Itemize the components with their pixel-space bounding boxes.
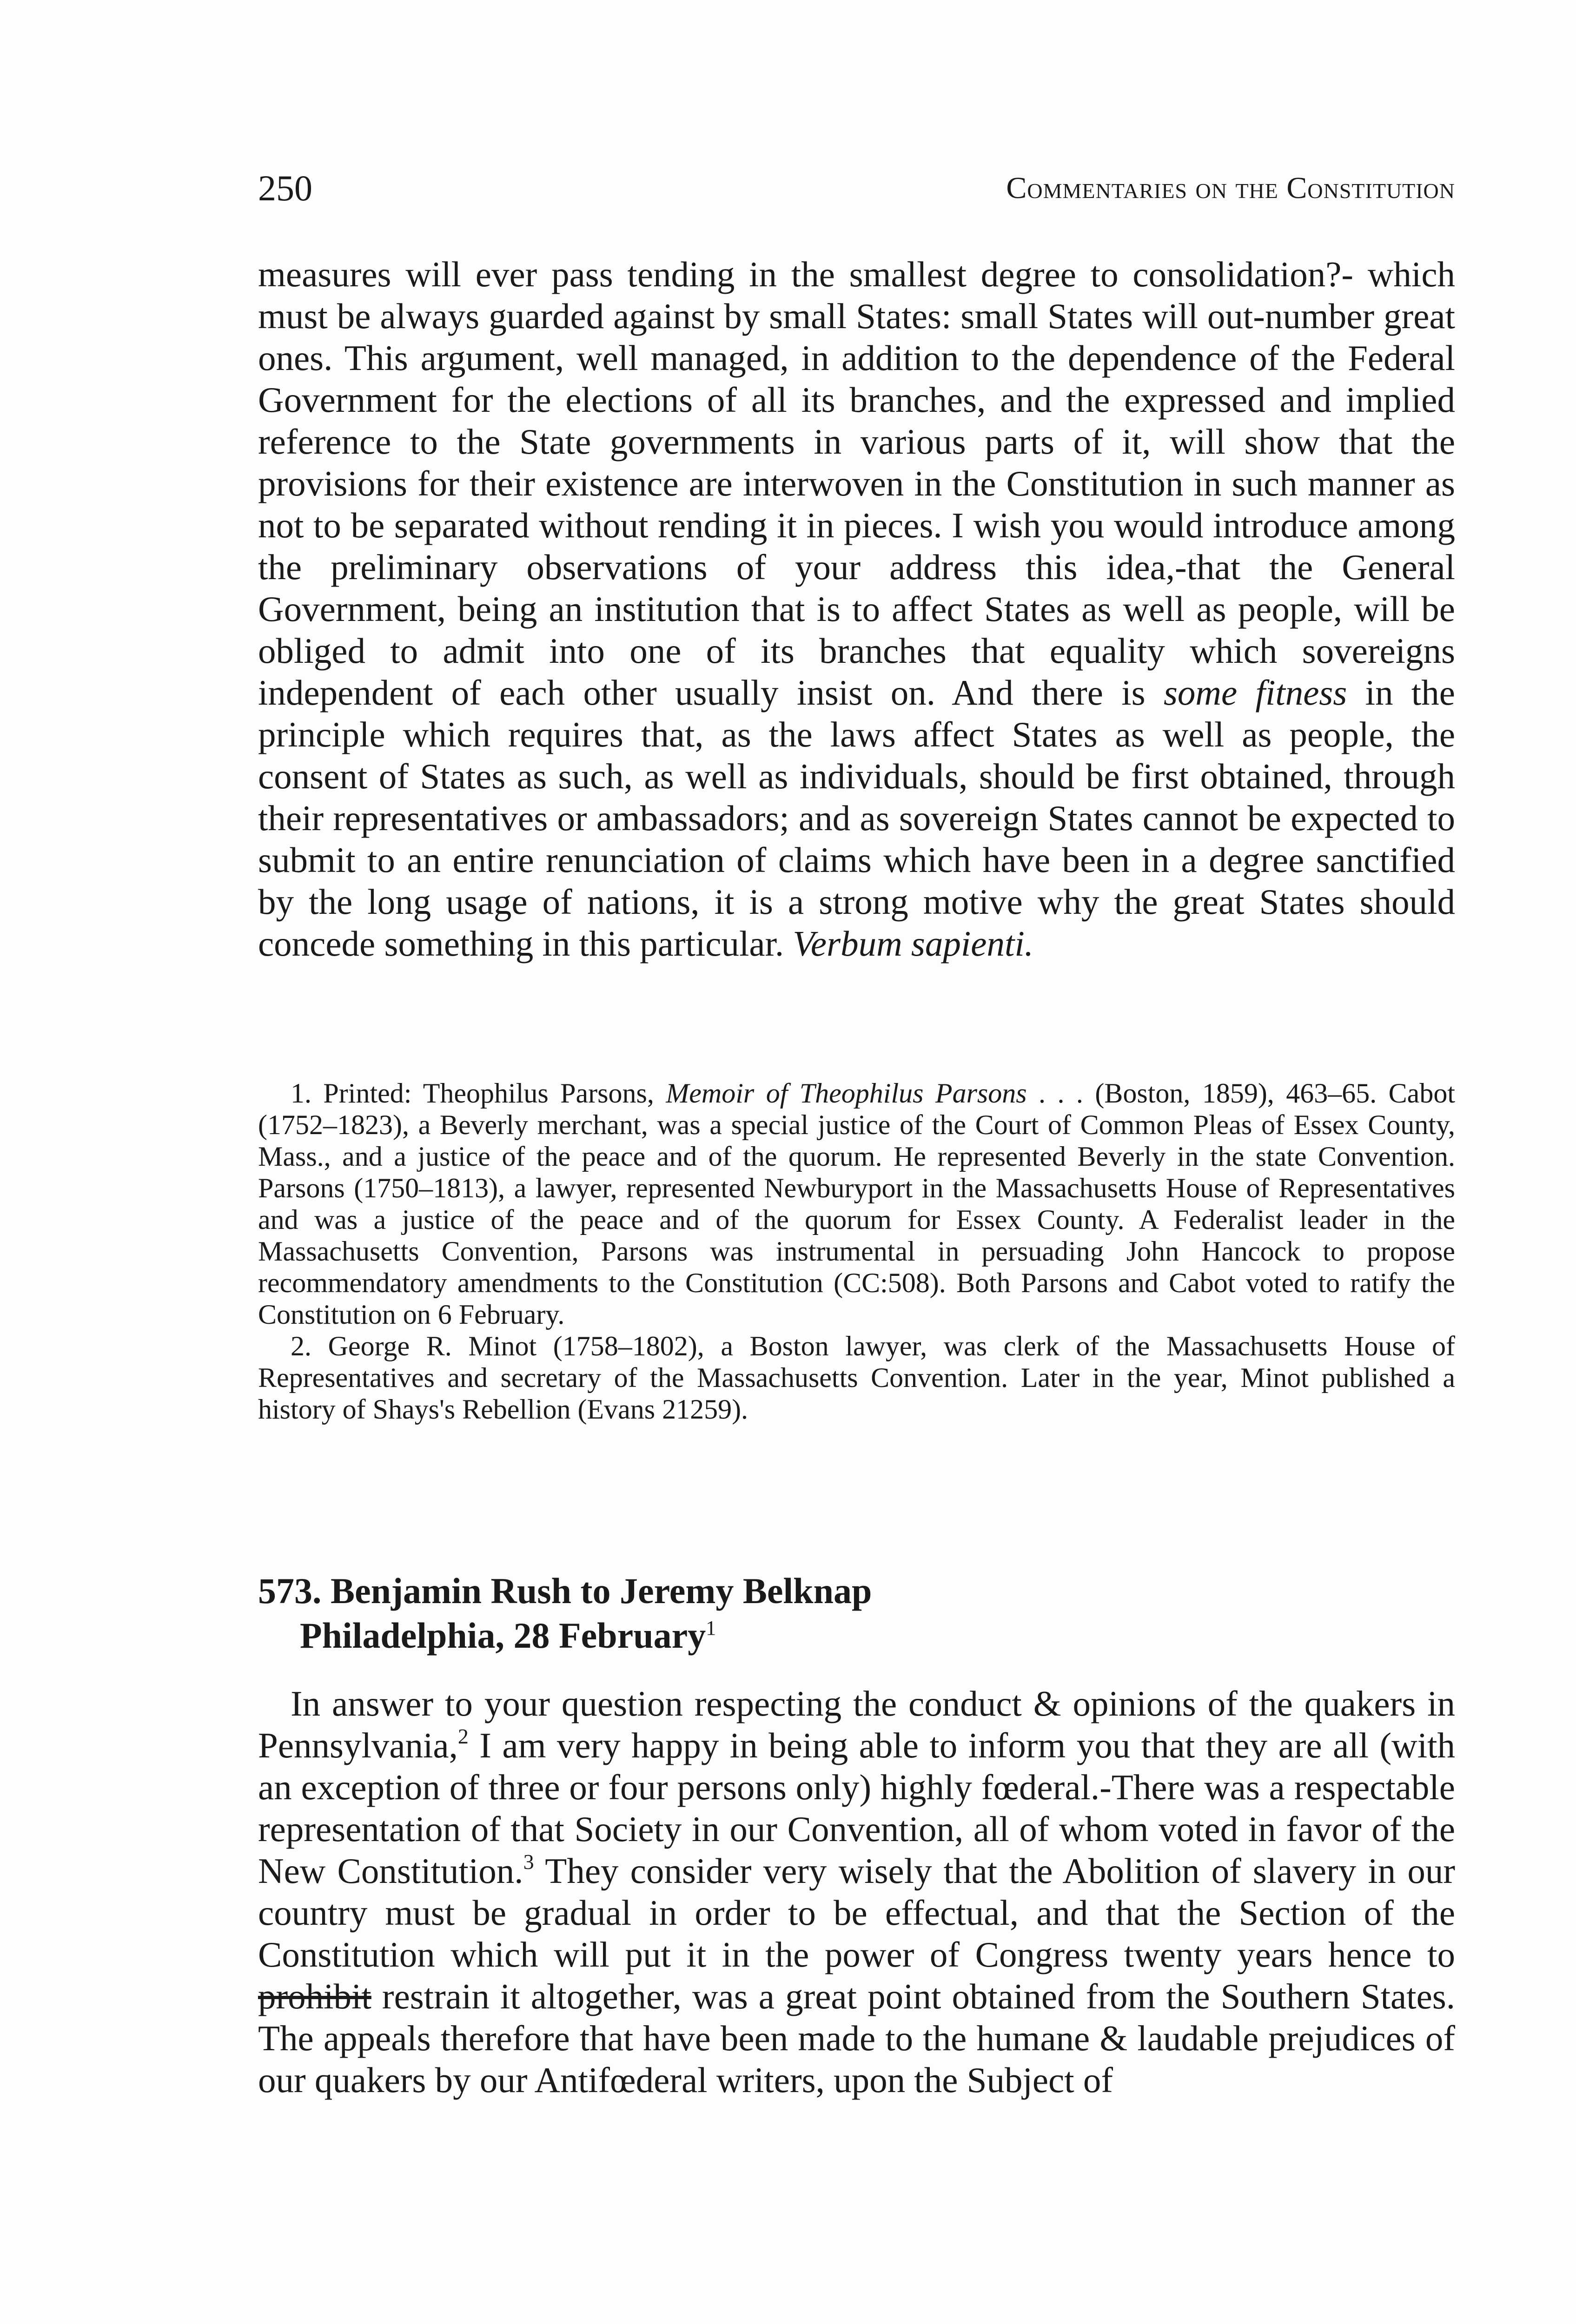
text-run: measures will ever pass tending in the smallest degree to consolidation?- which must be always guarded against by small States: small States will out-number great ones. This argument, well managed, in addition to the dependence of the Federal Government for the elections of all its branches, and the expressed and implied reference to the State governments in various parts of it, will show that the provisions for their existence are interwoven in the Constitution in such manner as not to be separated without rending it in pieces. I wish you would introduce among the preliminary observations of your address this idea,-that the General Government, being an institution that is to affect States as well as people, will be obliged to admit into one of its branches that equality which sovereigns independent of each other usually insist on. And there is [258, 254, 1455, 713]
paragraph [258, 253, 1455, 964]
text-run: . . . (Boston, 1859), 463–65. Cabot (1752–1823), a Beverly merchant, was a special justice of the Court of Common Pleas of Essex County, Mass., and a justice of the peace and of the quorum. He represented Beverly in the state Convention. Parsons (1750–1813), a lawyer, represented Newburyport in the Massachusetts House of Representatives and was a justice of the peace and of the quorum for Essex County. A Federalist leader in the Massachusetts Convention, Parsons was instrumental in persuading John Hancock to propose recommendatory amendments to the Constitution (CC:508). Both Parsons and Cabot voted to ratify the Constitution on 6 February. [258, 1078, 1455, 1330]
footnote-1 [258, 1077, 1455, 1330]
paragraph [258, 1683, 1455, 2101]
note-reference: 3 [523, 1850, 534, 1874]
note-reference: 1 [706, 1617, 716, 1639]
text-run: 1. Printed: Theophilus Parsons, [291, 1078, 666, 1109]
page-header [258, 163, 1455, 214]
text-run: They consider very wisely that the Abolition of slavery in our country must be gradual in order to be effectual, and that the Section of the Constitution which will put it in the power of Congress twenty years hence to [258, 1851, 1455, 1974]
running-head: Commentaries on the Constitution [1006, 171, 1455, 205]
document-dateline [258, 1613, 1455, 1658]
text-run: I am very happy in being able to inform you that they are all (with an exception of three or four persons only) highly fœderal.-There was a respectable representation of that Society in our Convention, all of whom voted in favor of the New Constitution. [258, 1725, 1455, 1891]
note-reference: 2 [457, 1724, 469, 1748]
page-number: 250 [258, 168, 312, 208]
text-run: in the principle which requires that, as the laws affect States as well as people, the consent of States as such, as well as individuals, should be first obtained, through their representatives or ambassadors; and as sovereign States cannot be expected to submit to an entire renunciation of claims which have been in a degree sanctified by the long usage of nations, it is a strong motive why the great States should concede something in this particular. [258, 673, 1455, 964]
dateline-text: Philadelphia, 28 February [300, 1615, 706, 1656]
text-run: restrain it altogether, was a great point obtained from the Southern States. The appeals therefore that have been made to the humane & laudable prejudices of our quakers by our Antifœderal writers, upon the Subject of [258, 1976, 1455, 2100]
italic-title: Memoir of Theophilus Parsons [666, 1078, 1027, 1109]
text-run: In answer to your question respecting the conduct & opinions of the quakers in Pennsylvania, [258, 1684, 1455, 1765]
document-title: 573. Benjamin Rush to Jeremy Belknap [258, 1571, 872, 1611]
struck-word: prohibit [258, 1976, 371, 2016]
footnotes [258, 1077, 1455, 1425]
letter-body [258, 1683, 1455, 2101]
italic-phrase: some fitness [1163, 673, 1347, 713]
footnote-2: 2. George R. Minot (1758–1802), a Boston lawyer, was clerk of the Massachusetts House of Representatives and secretary of the Massachusetts Convention. Later in the year, Minot published a history of Shays's Rebellion (Evans 21259). [258, 1331, 1455, 1425]
letter-continuation [258, 253, 1455, 964]
document-heading [258, 1569, 1455, 1658]
italic-phrase: Verbum sapienti. [793, 924, 1033, 964]
